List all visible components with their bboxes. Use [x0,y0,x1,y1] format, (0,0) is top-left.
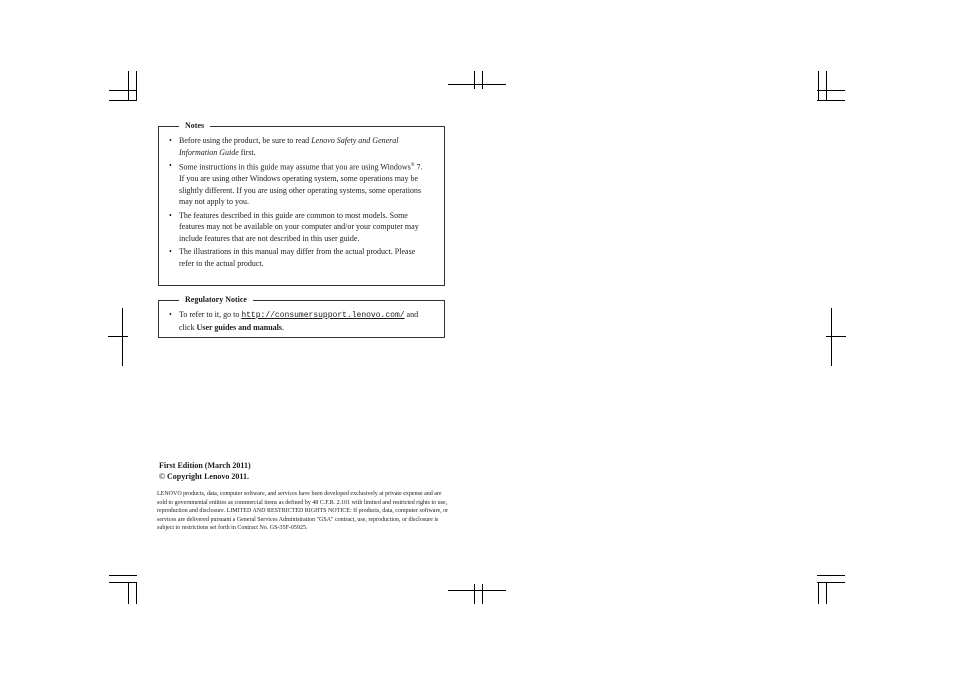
safety-guide-title: Lenovo Safety and General Information Guide [179,136,399,157]
crop-mark [831,308,832,366]
list-item: • Before using the product, be sure to read Lenovo Safety and General Information Guide first. [169,135,429,158]
edition-line: First Edition (March 2011) [159,461,251,470]
crop-mark [136,71,137,100]
crop-mark [109,90,137,91]
list-item: • The illustrations in this manual may differ from the actual product. Please refer to the actual product. [169,246,429,269]
crop-mark [128,71,129,100]
crop-mark [448,84,506,85]
regulatory-box [158,295,445,338]
crop-mark [818,71,819,100]
crop-mark [817,582,845,583]
crop-mark [474,71,475,89]
crop-mark [482,584,483,604]
support-link[interactable]: http://consumersupport.lenovo.com/ [241,311,405,320]
notes-box [158,121,445,286]
user-guides-label: User guides and manuals [196,322,282,332]
crop-mark [109,575,137,576]
crop-mark [817,90,845,91]
crop-mark [826,71,827,100]
crop-mark [817,100,845,101]
crop-mark [109,582,137,583]
copyright-line: © Copyright Lenovo 2011. [159,472,249,481]
crop-mark [136,582,137,604]
list-item: • Some instructions in this guide may assume that you are using Windows® 7. If you are using other Windows operating system, some operations may be slightly different. If you are using other operating systems, some operations may not apply to you. [169,160,429,208]
crop-mark [122,308,123,366]
crop-mark [108,336,128,337]
crop-mark [826,582,827,604]
crop-mark [109,100,137,101]
crop-mark [448,590,506,591]
crop-mark [818,582,819,604]
crop-mark [128,582,129,604]
regulatory-title: Regulatory Notice [179,294,253,306]
edition-info [159,460,251,482]
list-item: • To refer to it, go to http://consumersupport.lenovo.com/ and click User guides and manuals. [169,309,429,333]
crop-mark [817,575,845,576]
notes-title: Notes [179,120,210,132]
notes-list [169,135,429,271]
legal-notice: LENOVO products, data, computer software, and services have been developed exclusively at private expense and are sold to governmental entities as commercial items as defined by 48 C.F.R. 2.101 with limited and restricted rights to use, reproduction and disclosure. LIMITED AND RESTRICTED RIGHTS NOTICE: If products, data, computer software, or services are delivered pursuant a General Services Administration "GSA" contract, use, reproduction, or disclosure is subject to restrictions set forth in Contract No. GS-35F-05925. [157,491,449,532]
crop-mark [474,584,475,604]
regulatory-list [169,309,429,335]
crop-mark [482,71,483,89]
crop-mark [826,336,846,337]
registered-mark: ® [410,163,415,168]
list-item: • The features described in this guide are common to most models. Some features may not be available on your computer and/or your computer may include features that are not described in this user guide. [169,210,429,245]
